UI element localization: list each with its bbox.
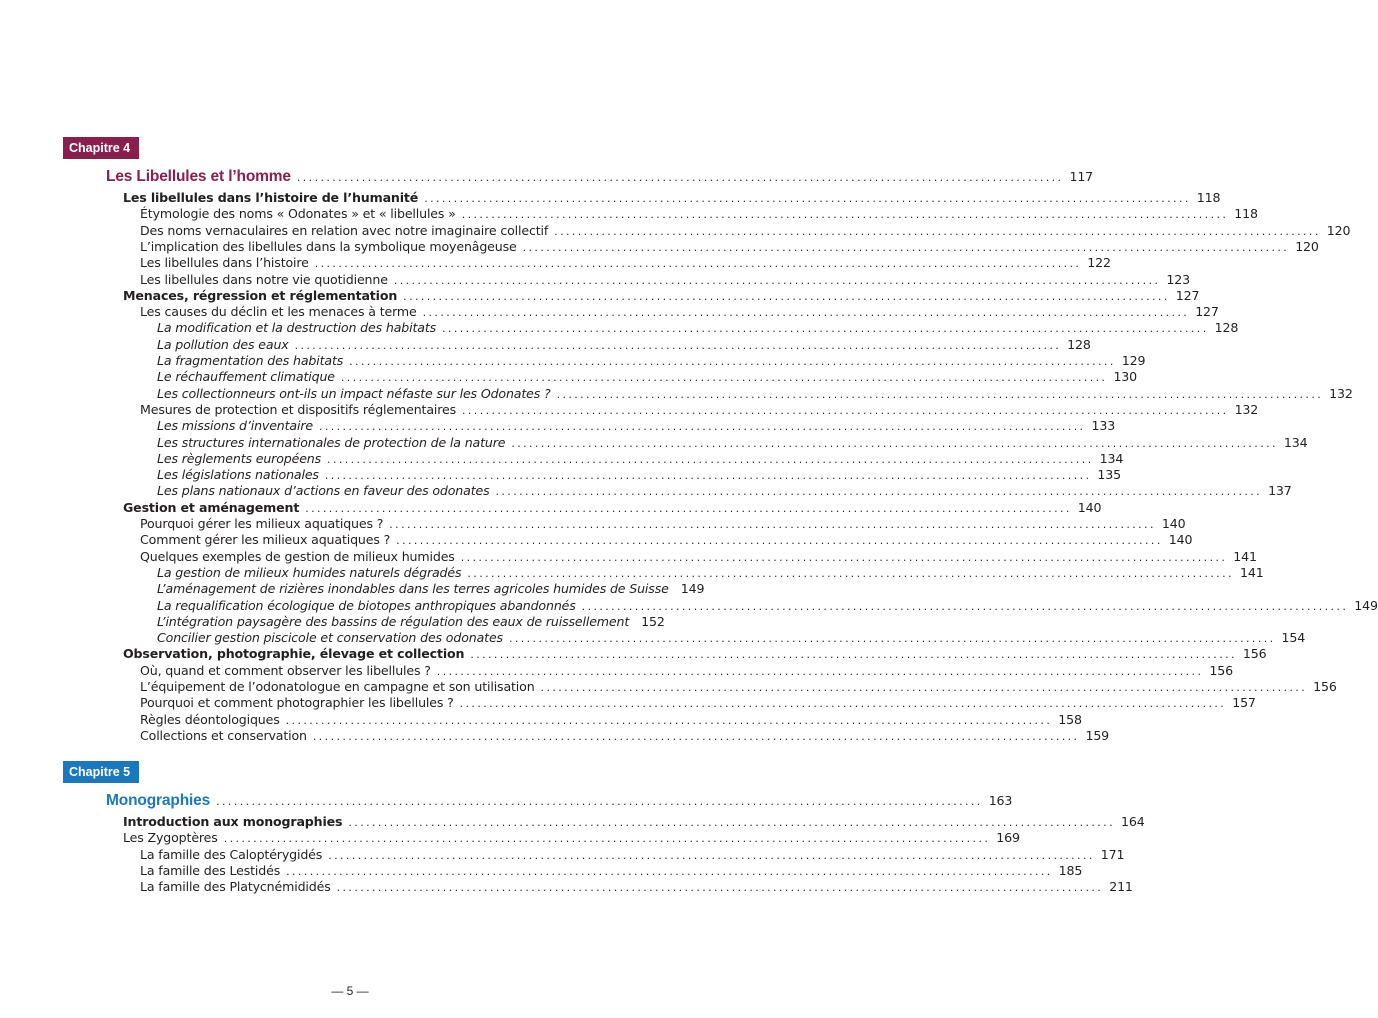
page-number: 154 [1281, 630, 1306, 646]
entry-title: Les Zygoptères [123, 830, 218, 846]
chapter-5-badge: Chapitre 5 [63, 761, 139, 783]
page-number: 164 [1120, 814, 1145, 829]
leader-dots: .................................................................................................................................. [318, 420, 1086, 434]
entry-title: La famille des Caloptérygidés [140, 846, 323, 862]
entry-title: Des noms vernaculaires en relation avec notre imaginaire collectif [140, 222, 549, 238]
toc-entry[interactable] [157, 352, 1146, 369]
entry-title: La fragmentation des habitats [157, 353, 344, 368]
toc-entry[interactable] [140, 694, 1256, 711]
page-number: 117 [1069, 169, 1094, 184]
leader-dots: .................................................................................................................................. [442, 322, 1209, 336]
toc-entry[interactable] [157, 434, 1308, 451]
toc-entry[interactable] [140, 515, 1186, 532]
page-number: 120 [1326, 222, 1351, 238]
leader-dots: .................................................................................................................................. [328, 848, 1095, 862]
leader-dots: .................................................................................................................................. [396, 534, 1163, 548]
entry-title: Introduction aux monographies [123, 814, 343, 829]
toc-entry[interactable] [140, 254, 1111, 271]
toc-entry[interactable] [140, 303, 1219, 320]
toc-entry[interactable] [157, 319, 1239, 336]
toc-entry[interactable] [140, 711, 1082, 728]
entry-title: Les libellules dans notre vie quotidienne [140, 271, 388, 287]
page-number: 141 [1239, 564, 1264, 580]
toc-entry[interactable] [157, 466, 1121, 483]
page-number: 140 [1161, 516, 1186, 531]
entry-title: Pourquoi gérer les milieux aquatiques ? [140, 516, 384, 531]
entry-title: La famille des Lestidés [140, 862, 281, 878]
entry-title: Étymologie des noms « Odonates » et « libellules » [140, 206, 456, 222]
toc-entry[interactable] [157, 564, 1264, 581]
toc-entry[interactable] [157, 385, 1353, 402]
chapter-4-badge: Chapitre 4 [63, 137, 139, 159]
toc-entry[interactable] [140, 401, 1259, 418]
leader-dots: .................................................................................................................................. [467, 566, 1234, 580]
entry-title: Les missions d’inventaire [157, 418, 313, 434]
leader-dots: .................................................................................................................................. [460, 550, 1228, 564]
entry-title: Les plans nationaux d’actions en faveur des odonates [157, 483, 490, 499]
page-number: 127 [1195, 304, 1219, 320]
leader-dots: .................................................................................................................................. [556, 387, 1324, 401]
page-number: 120 [1295, 238, 1319, 254]
page-number: 127 [1175, 287, 1200, 303]
leader-dots: .................................................................................................................................. [554, 224, 1321, 238]
page-number: 156 [1242, 646, 1267, 662]
toc-entry[interactable] [157, 482, 1292, 499]
entry-title: L’aménagement de rizières inondables dans les terres agricoles humides de Suisse [157, 581, 669, 597]
toc-entry[interactable] [140, 662, 1233, 679]
page-number: 156 [1209, 662, 1233, 678]
page-number: 163 [988, 793, 1013, 808]
page-number: 137 [1268, 483, 1292, 499]
leader-dots: .................................................................................................................................. [327, 452, 1094, 466]
entry-title: Concilier gestion piscicole et conservation des odonates [157, 630, 503, 646]
leader-dots: .................................................................................................................................. [305, 501, 1072, 515]
page-number: 132 [1234, 401, 1259, 417]
entry-title: Comment gérer les milieux aquatiques ? [140, 532, 391, 548]
entry-title: Les libellules dans l’histoire [140, 255, 309, 271]
page-number: 118 [1196, 190, 1221, 205]
page-number: 123 [1166, 271, 1190, 287]
leader-dots: .................................................................................................................................. [470, 648, 1237, 662]
toc-entry[interactable] [157, 629, 1306, 646]
toc-entry[interactable] [157, 336, 1091, 353]
toc-entry[interactable] [123, 287, 1200, 304]
leader-dots: .................................................................................................................................. [294, 338, 1062, 352]
page-number: 149 [1354, 597, 1378, 613]
chapter-4-title-entry[interactable] [106, 166, 1094, 188]
leader-dots: .................................................................................................................................. [422, 306, 1190, 320]
entry-title: Gestion et aménagement [123, 499, 300, 515]
page-number: 122 [1087, 255, 1111, 271]
page-number: 118 [1234, 206, 1258, 222]
entry-title: La modification et la destruction des habitats [157, 320, 437, 336]
toc-entry[interactable] [140, 727, 1110, 744]
toc-entry[interactable] [157, 417, 1116, 434]
entry-title: Les causes du déclin et les menaces à terme [140, 304, 417, 320]
page-number: 134 [1283, 434, 1308, 450]
entry-title: L’implication des libellules dans la symbolique moyenâgeuse [140, 238, 517, 254]
toc-entry[interactable] [157, 597, 1378, 614]
entry-title: L’intégration paysagère des bassins de régulation des eaux de ruissellement [157, 613, 630, 629]
chapter-title: Monographies [106, 792, 211, 809]
page-number: 128 [1214, 320, 1239, 336]
entry-title: Mesures de protection et dispositifs réglementaires [140, 401, 456, 417]
toc-entry[interactable] [157, 450, 1124, 467]
leader-dots: .................................................................................................................................. [312, 729, 1080, 743]
entry-title: La requalification écologique de biotopes anthropiques abandonnés [157, 597, 576, 613]
toc-entry[interactable] [157, 368, 1138, 385]
page-number: 185 [1058, 862, 1083, 878]
page-number: 152 [641, 613, 665, 629]
entry-title: La famille des Platycnémididés [140, 879, 331, 895]
page-number: 157 [1232, 695, 1256, 711]
leader-dots: .................................................................................................................................. [349, 355, 1116, 368]
leader-dots: .................................................................................................................................. [393, 273, 1161, 287]
page-number: 133 [1091, 418, 1116, 434]
toc-entry[interactable] [140, 862, 1083, 879]
entry-title: Observation, photographie, élevage et collection [123, 646, 465, 662]
leader-dots: .................................................................................................................................. [336, 881, 1104, 895]
leader-dots: .................................................................................................................................. [223, 832, 991, 846]
page-number: 156 [1313, 679, 1337, 694]
entry-title: Les structures internationales de protection de la nature [157, 434, 506, 450]
leader-dots: .................................................................................................................................. [508, 632, 1276, 646]
page-number: 140 [1077, 499, 1102, 515]
page-number: 129 [1121, 353, 1146, 368]
page-number: 140 [1168, 532, 1193, 548]
page-footer-number: — 5 — [331, 984, 369, 998]
leader-dots: .................................................................................................................................. [324, 469, 1092, 483]
leader-dots: .................................................................................................................................. [511, 436, 1278, 450]
toc-entry[interactable] [140, 271, 1190, 288]
toc-entry[interactable] [140, 205, 1258, 222]
entry-title: Collections et conservation [140, 727, 307, 743]
leader-dots: .................................................................................................................................. [403, 289, 1170, 303]
leader-dots: .................................................................................................................................. [495, 485, 1263, 499]
page-number: 130 [1113, 369, 1138, 385]
page-number: 169 [996, 830, 1020, 846]
toc-entry[interactable] [123, 813, 1145, 830]
entry-title: Pourquoi et comment photographier les libellules ? [140, 695, 454, 711]
entry-title: Les règlements européens [157, 450, 322, 466]
entry-title: Les législations nationales [157, 467, 319, 483]
entry-title: Menaces, régression et réglementation [123, 287, 398, 303]
leader-dots: .................................................................................................................................. [216, 795, 983, 808]
toc-entry[interactable] [123, 829, 1020, 846]
entry-title: Où, quand et comment observer les libellules ? [140, 662, 431, 678]
leader-dots: .................................................................................................................................. [461, 208, 1229, 222]
leader-dots: .................................................................................................................................. [436, 664, 1204, 678]
page-number: 149 [680, 581, 705, 597]
leader-dots: .................................................................................................................................. [581, 599, 1349, 613]
page-number: 128 [1067, 336, 1091, 352]
leader-dots: .................................................................................................................................. [540, 681, 1308, 694]
leader-dots: .................................................................................................................................. [314, 257, 1082, 271]
toc-entry[interactable] [140, 222, 1351, 239]
page-number: 134 [1099, 450, 1124, 466]
leader-dots: .................................................................................................................................. [459, 697, 1227, 711]
entry-title: La pollution des eaux [157, 336, 289, 352]
page-number: 158 [1058, 711, 1082, 727]
toc-entry[interactable] [140, 548, 1257, 565]
toc-entry[interactable] [140, 878, 1133, 895]
entry-title: Le réchauffement climatique [157, 369, 335, 385]
entry-title: Quelques exemples de gestion de milieux humides [140, 548, 455, 564]
page-number: 135 [1097, 467, 1121, 483]
page-number: 159 [1085, 727, 1110, 743]
leader-dots: .................................................................................................................................. [348, 816, 1115, 829]
leader-dots: .................................................................................................................................. [340, 371, 1108, 385]
page-number: 171 [1100, 846, 1125, 862]
entry-title: Les libellules dans l’histoire de l’humanité [123, 190, 419, 205]
entry-title: Les collectionneurs ont-ils un impact néfaste sur les Odonates ? [157, 385, 551, 401]
leader-dots: .................................................................................................................................. [389, 518, 1156, 531]
page-number: 132 [1329, 385, 1353, 401]
leader-dots: .................................................................................................................................. [296, 171, 1064, 184]
chapter-5-title-entry[interactable] [106, 790, 1013, 812]
toc-entry[interactable] [140, 846, 1125, 863]
toc-entry[interactable] [157, 613, 665, 630]
entry-title: Règles déontologiques [140, 711, 280, 727]
leader-dots: .................................................................................................................................. [424, 192, 1191, 205]
entry-title: L’équipement de l’odonatologue en campagne et son utilisation [140, 679, 535, 694]
page-number: 141 [1233, 548, 1257, 564]
toc-entry[interactable] [140, 678, 1337, 695]
toc-entry[interactable] [140, 531, 1193, 548]
leader-dots: .................................................................................................................................. [522, 240, 1290, 254]
toc-entry[interactable] [123, 645, 1267, 662]
toc-entry[interactable] [157, 580, 705, 597]
chapter-title: Les Libellules et l’homme [106, 168, 291, 185]
leader-dots: .................................................................................................................................. [286, 864, 1053, 878]
leader-dots: .................................................................................................................................. [285, 713, 1053, 727]
toc-entry[interactable] [140, 238, 1319, 255]
toc-entry[interactable] [123, 189, 1221, 206]
leader-dots: .................................................................................................................................. [462, 403, 1229, 417]
page-number: 211 [1109, 879, 1133, 895]
entry-title: La gestion de milieux humides naturels dégradés [157, 564, 462, 580]
toc-entry[interactable] [123, 499, 1102, 516]
